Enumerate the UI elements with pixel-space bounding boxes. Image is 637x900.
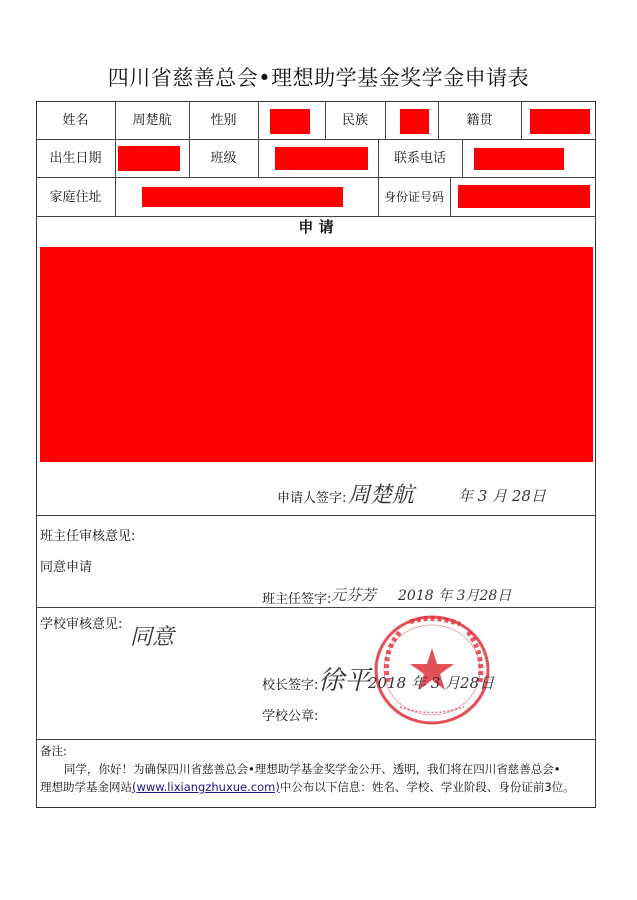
principal-sign-label: 校长签字: xyxy=(262,678,319,693)
col-divider xyxy=(115,139,116,177)
row-divider xyxy=(36,139,596,140)
principal-date: 2018 年 3 月28日 xyxy=(368,674,495,692)
teacher-section-label: 班主任审核意见: xyxy=(40,529,136,544)
gender-redaction xyxy=(270,109,310,134)
school-seal-stamp xyxy=(370,612,495,727)
birthdate-redaction xyxy=(118,146,180,171)
teacher-signature: 元芬芳 xyxy=(331,586,377,604)
ethnicity-redaction xyxy=(400,109,429,134)
website-link[interactable]: (www.lixiangzhuxue.com) xyxy=(132,780,280,794)
col-divider xyxy=(258,139,259,177)
col-divider xyxy=(385,101,386,139)
notes-line-2-suffix: 中公布以下信息：姓名、学校、学业阶段、身份证前3位。 xyxy=(279,780,575,794)
applicant-date: 年 3 月 28日 xyxy=(458,487,546,505)
id-redaction xyxy=(458,185,590,208)
class-label: 班级 xyxy=(210,151,237,166)
row-divider xyxy=(36,177,596,178)
col-divider xyxy=(258,101,259,139)
teacher-sign-label: 班主任签字: xyxy=(262,592,332,607)
gender-label: 性别 xyxy=(210,113,237,128)
applicant-signature: 周楚航 xyxy=(348,483,415,508)
ethnicity-label: 民族 xyxy=(341,113,368,128)
applicant-sign-label: 申请人签字: xyxy=(277,491,347,506)
col-divider xyxy=(462,139,463,177)
col-divider xyxy=(115,177,116,216)
native-place-redaction xyxy=(530,109,590,134)
name-value: 周楚航 xyxy=(132,113,172,128)
class-redaction xyxy=(275,147,368,170)
address-redaction xyxy=(142,187,343,207)
id-label: 身份证号码 xyxy=(383,190,444,204)
school-seal-label: 学校公章: xyxy=(262,709,319,724)
notes-label: 备注: xyxy=(40,744,67,758)
application-heading: 申 请 xyxy=(298,218,334,236)
teacher-opinion: 同意申请 xyxy=(40,560,93,575)
notes-line-2 xyxy=(40,778,592,797)
principal-signature: 徐平 xyxy=(318,666,371,696)
col-divider xyxy=(450,177,451,216)
section-divider xyxy=(36,607,596,608)
phone-label: 联系电话 xyxy=(393,151,446,166)
section-divider xyxy=(36,739,596,740)
teacher-date: 2018 年 3月28日 xyxy=(398,588,512,604)
section-divider xyxy=(36,515,596,516)
school-section-label: 学校审核意见: xyxy=(40,617,123,632)
notes-line-2-prefix: 理想助学基金网站 xyxy=(40,780,132,794)
col-divider xyxy=(521,101,522,139)
row-divider xyxy=(36,216,596,217)
notes-line-1: 同学，你好！为确保四川省慈善总会•理想助学基金奖学金公开、透明，我们将在四川省慈善总会• xyxy=(64,762,561,776)
phone-redaction xyxy=(474,148,564,170)
application-text-redaction xyxy=(40,247,593,462)
school-opinion: 同意 xyxy=(130,625,175,650)
form-title: 四川省慈善总会•理想助学基金奖学金申请表 xyxy=(107,66,530,90)
address-label: 家庭住址 xyxy=(49,190,102,205)
native-place-label: 籍贯 xyxy=(466,113,493,128)
name-label: 姓名 xyxy=(62,113,89,128)
birthdate-label: 出生日期 xyxy=(49,151,102,166)
